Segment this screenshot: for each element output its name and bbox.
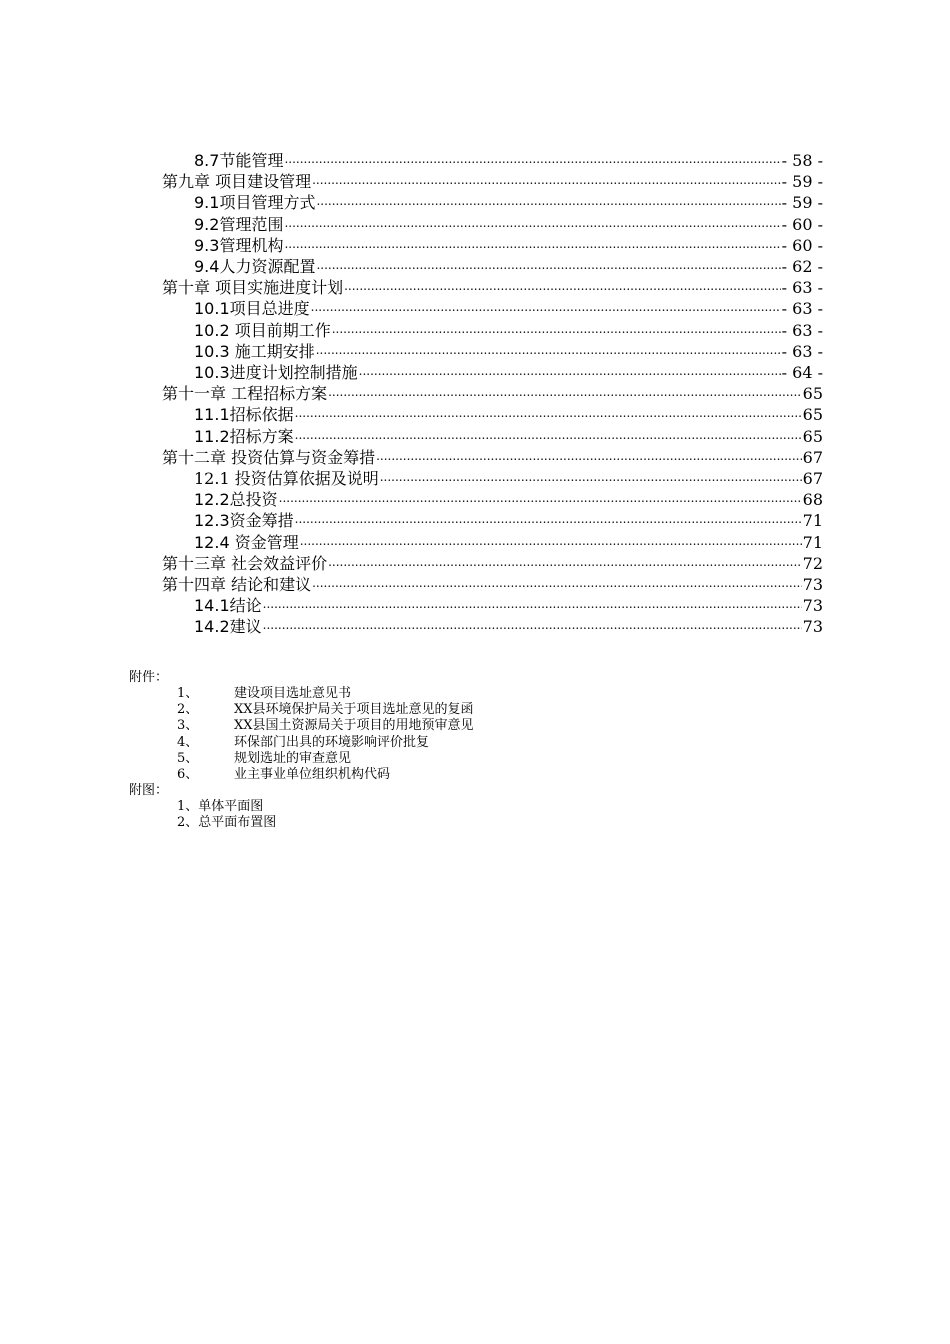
toc-dot-leader xyxy=(263,611,802,632)
toc-dot-leader xyxy=(284,145,780,166)
toc-section-entry[interactable] xyxy=(194,421,823,446)
toc-page-number: 67 xyxy=(802,447,823,467)
attachment-text: 环保部门出具的环境影响评价批复 xyxy=(234,734,430,750)
toc-dot-leader xyxy=(376,442,802,463)
toc-entry-title: 12.3资金筹措 xyxy=(194,511,294,531)
toc-entry-title: 第十章 项目实施进度计划 xyxy=(162,278,344,298)
toc-page-number: 65 xyxy=(802,426,823,446)
toc-section-entry[interactable] xyxy=(194,484,823,510)
attachment-text: 建设项目选址意见书 xyxy=(234,686,352,701)
attachment-number: 4、 xyxy=(177,734,199,750)
toc-entry-title: 10.1项目总进度 xyxy=(194,299,310,319)
toc-section-entry[interactable] xyxy=(194,293,823,319)
toc-dot-leader xyxy=(316,336,781,357)
attachment-number: 1、 xyxy=(177,686,199,701)
toc-dot-leader xyxy=(279,484,802,505)
toc-page-number: - 64 - xyxy=(781,363,823,382)
toc-page-number: 73 xyxy=(802,575,823,594)
toc-entry-title: 9.1项目管理方式 xyxy=(194,193,316,213)
attachment-text: XX县环境保护局关于项目选址意见的复函 xyxy=(234,702,474,718)
attachment-text: 业主事业单位组织机构代码 xyxy=(234,767,391,782)
toc-dot-leader xyxy=(295,505,802,526)
toc-dot-leader xyxy=(316,251,780,272)
toc-dot-leader xyxy=(295,421,802,442)
toc-page-number: - 60 - xyxy=(781,214,823,234)
attachments-heading: 附件： xyxy=(129,670,169,685)
toc-section-entry[interactable] xyxy=(194,336,823,361)
toc-page-number: 68 xyxy=(802,490,823,510)
toc-section-entry[interactable] xyxy=(194,315,823,340)
toc-entry-title: 9.4人力资源配置 xyxy=(194,257,316,276)
attachment-number: 6、 xyxy=(177,767,199,782)
toc-chapter-entry[interactable] xyxy=(162,378,823,404)
toc-page-number: 71 xyxy=(802,532,823,552)
toc-entry-title: 第十一章 工程招标方案 xyxy=(162,384,328,404)
toc-page-number: - 63 - xyxy=(781,278,823,298)
toc-section-entry[interactable] xyxy=(194,463,823,488)
toc-entry-title: 第十四章 结论和建议 xyxy=(162,575,312,594)
toc-page-number: 71 xyxy=(802,511,823,531)
toc-dot-leader xyxy=(316,187,780,208)
toc-dot-leader xyxy=(344,272,781,293)
attachment-number: 3、 xyxy=(177,718,199,734)
toc-dot-leader xyxy=(295,399,802,420)
toc-section-entry[interactable] xyxy=(194,145,823,170)
toc-page-number: - 63 - xyxy=(781,299,823,319)
toc-section-entry[interactable] xyxy=(194,527,823,552)
toc-entry-title: 第十三章 社会效益评价 xyxy=(162,553,328,573)
toc-chapter-entry[interactable] xyxy=(162,272,823,298)
toc-page-number: - 58 - xyxy=(781,151,823,170)
toc-dot-leader xyxy=(380,463,802,484)
toc-dot-leader xyxy=(284,209,780,230)
toc-chapter-entry[interactable] xyxy=(162,548,823,573)
toc-dot-leader xyxy=(328,548,802,569)
toc-page-number: - 63 - xyxy=(781,341,823,361)
toc-dot-leader xyxy=(328,378,802,399)
toc-dot-leader xyxy=(332,315,781,336)
toc-page-number: 67 xyxy=(802,469,823,488)
toc-section-entry[interactable] xyxy=(194,187,823,213)
toc-entry-title: 第十二章 投资估算与资金筹措 xyxy=(162,447,376,467)
toc-page-number: - 62 - xyxy=(781,257,823,276)
toc-entry-title: 10.2 项目前期工作 xyxy=(194,320,331,340)
attachment-number: 5、 xyxy=(177,750,199,766)
toc-page-number: - 60 - xyxy=(781,235,823,255)
toc-entry-title: 11.1招标依据 xyxy=(194,405,294,425)
toc-entry-title: 第九章 项目建设管理 xyxy=(162,172,312,192)
toc-entry-title: 14.1结论 xyxy=(194,596,262,616)
toc-entry-title: 12.2总投资 xyxy=(194,490,278,510)
attachment-number: 2、 xyxy=(177,702,199,718)
toc-section-entry[interactable] xyxy=(194,357,823,382)
toc-chapter-entry[interactable] xyxy=(162,569,823,594)
toc-dot-leader xyxy=(312,166,781,187)
toc-dot-leader xyxy=(359,357,781,378)
toc-section-entry[interactable] xyxy=(194,611,823,637)
toc-page-number: 65 xyxy=(802,384,823,404)
toc-entry-title: 10.3 施工期安排 xyxy=(194,341,315,361)
figure-item: 1、单体平面图 xyxy=(177,799,264,814)
toc-entry-title: 11.2招标方案 xyxy=(194,426,294,446)
toc-section-entry[interactable] xyxy=(194,209,823,234)
toc-dot-leader xyxy=(312,569,802,590)
toc-entry-title: 8.7节能管理 xyxy=(194,151,284,170)
toc-chapter-entry[interactable] xyxy=(162,166,823,192)
toc-page-number: 65 xyxy=(802,405,823,425)
attachment-text: 规划选址的审查意见 xyxy=(234,750,352,766)
toc-page-number: - 59 - xyxy=(781,172,823,192)
toc-entry-title: 12.1 投资估算依据及说明 xyxy=(194,469,379,488)
toc-dot-leader xyxy=(311,293,781,314)
toc-entry-title: 9.2管理范围 xyxy=(194,214,284,234)
toc-entry-title: 9.3管理机构 xyxy=(194,235,284,255)
toc-entry-title: 14.2建议 xyxy=(194,617,262,637)
attachment-text: XX县国土资源局关于项目的用地预审意见 xyxy=(234,718,474,734)
toc-page-number: 73 xyxy=(802,617,823,637)
toc-page-number: - 63 - xyxy=(781,320,823,340)
toc-page-number: - 59 - xyxy=(781,193,823,213)
toc-section-entry[interactable] xyxy=(194,230,823,255)
toc-page-number: 72 xyxy=(802,553,823,573)
toc-section-entry[interactable] xyxy=(194,399,823,425)
toc-section-entry[interactable] xyxy=(194,251,823,276)
figure-item: 2、总平面布置图 xyxy=(177,815,277,831)
toc-chapter-entry[interactable] xyxy=(162,442,823,467)
toc-dot-leader xyxy=(284,230,780,251)
figures-heading: 附图： xyxy=(129,783,169,798)
toc-section-entry[interactable] xyxy=(194,590,823,616)
toc-dot-leader xyxy=(263,590,802,611)
toc-entry-title: 12.4 资金管理 xyxy=(194,532,299,552)
toc-dot-leader xyxy=(300,527,802,548)
toc-page-number: 73 xyxy=(802,596,823,616)
toc-entry-title: 10.3进度计划控制措施 xyxy=(194,363,358,382)
toc-section-entry[interactable] xyxy=(194,505,823,531)
